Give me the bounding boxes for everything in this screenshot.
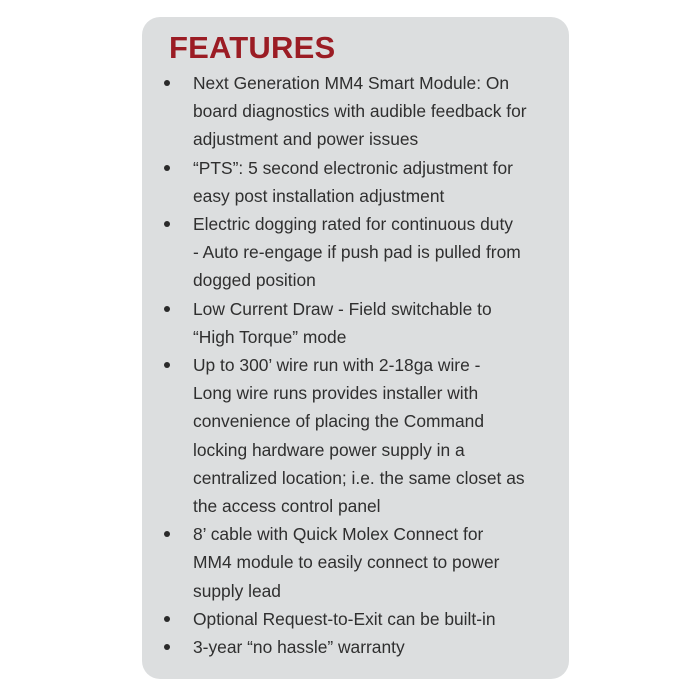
- bullet-icon: [164, 306, 170, 312]
- bullet-icon: [164, 362, 170, 368]
- bullet-icon: [164, 531, 170, 537]
- feature-line: supply lead: [193, 580, 281, 601]
- bullet-icon: [164, 616, 170, 622]
- feature-item: [142, 351, 569, 520]
- feature-line: centralized location; i.e. the same closet as: [193, 467, 525, 488]
- feature-line: “PTS”: 5 second electronic adjustment for: [193, 157, 513, 178]
- feature-item: [142, 210, 569, 295]
- feature-item: [142, 295, 569, 351]
- feature-line: 8’ cable with Quick Molex Connect for: [193, 524, 484, 545]
- feature-line: 3-year “no hassle” warranty: [193, 637, 405, 658]
- features-list: [142, 69, 569, 661]
- feature-line: Low Current Draw - Field switchable to: [193, 298, 492, 319]
- feature-line: the access control panel: [193, 496, 381, 517]
- feature-item: [142, 633, 569, 661]
- feature-line: adjustment and power issues: [193, 129, 419, 150]
- feature-line: - Auto re-engage if push pad is pulled from: [193, 242, 521, 263]
- features-title: FEATURES: [169, 30, 336, 65]
- feature-item: [142, 69, 569, 154]
- feature-line: Up to 300’ wire run with 2-18ga wire -: [193, 355, 481, 376]
- feature-line: “High Torque” mode: [193, 326, 347, 347]
- feature-line: Next Generation MM4 Smart Module: On: [193, 73, 510, 93]
- feature-item: [142, 154, 569, 210]
- feature-item: [142, 605, 569, 633]
- feature-line: Optional Request-to-Exit can be built-in: [193, 608, 496, 629]
- feature-line: board diagnostics with audible feedback for: [193, 101, 527, 122]
- feature-line: locking hardware power supply in a: [193, 439, 465, 460]
- feature-line: Electric dogging rated for continuous duty: [193, 214, 513, 235]
- bullet-icon: [164, 644, 170, 650]
- bullet-icon: [164, 221, 170, 227]
- bullet-icon: [164, 165, 170, 171]
- feature-line: Long wire runs provides installer with: [193, 383, 479, 404]
- feature-line: convenience of placing the Command: [193, 411, 484, 432]
- feature-line: easy post installation adjustment: [193, 185, 445, 206]
- feature-line: dogged position: [193, 270, 316, 291]
- feature-item: [142, 520, 569, 605]
- features-card: [142, 17, 569, 679]
- bullet-icon: [164, 80, 170, 86]
- feature-line: MM4 module to easily connect to power: [193, 552, 500, 573]
